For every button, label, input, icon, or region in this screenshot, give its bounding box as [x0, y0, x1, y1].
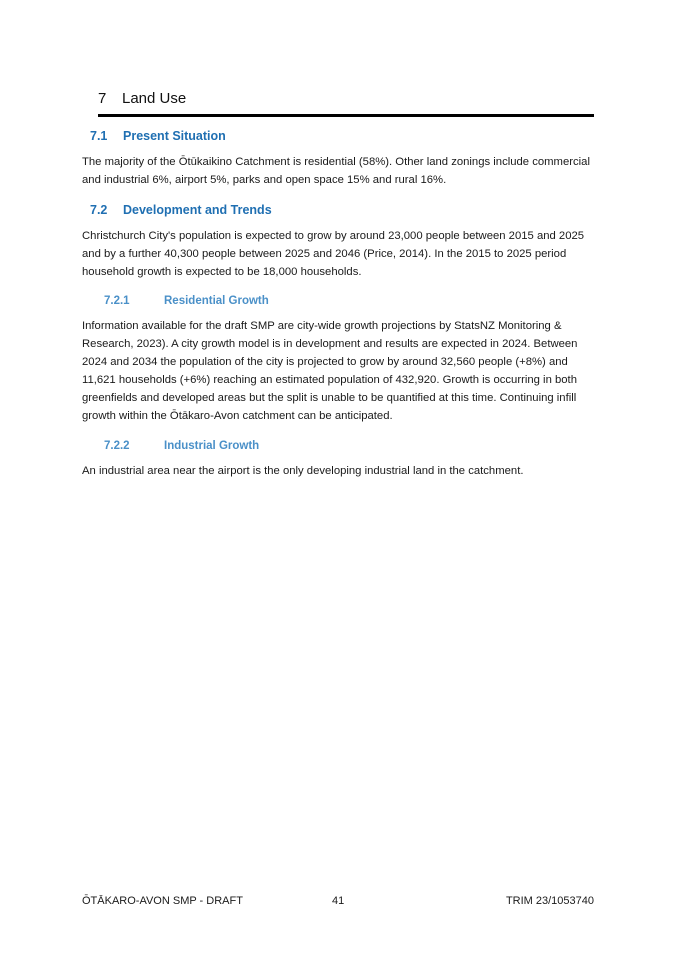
section-heading-present-situation [90, 127, 226, 145]
section-heading-development-trends [90, 201, 272, 219]
section-paragraph-present-situation: The majority of the Ōtūkaikino Catchment is residential (58%). Other land zonings include commercial and industrial 6%, airport 5%, parks and open space 15% and rural 16%. [82, 156, 590, 186]
subsection-paragraph-residential-growth: Information available for the draft SMP are city-wide growth projections by StatsNZ Monitoring & Research, 2023). A city growth model is in development and results are expected in 2024. Between 2024 and 2034 the population of the city is projected to grow by around 32,560 people (+8%) and 11,621 households (+6%) reaching an estimated population of 432,920. Growth is occurring in both greenfields and developed areas but the split is unable to be quantified at this time. Continuing infill growth within the Ōtākaro-Avon catchment can be anticipated. [82, 320, 578, 422]
subsection-heading-industrial-growth [104, 437, 259, 455]
chapter-heading [98, 88, 594, 117]
section-number: 7.1 [90, 129, 108, 143]
footer-trim-reference: TRIM 23/1053740 [505, 895, 594, 907]
subsection-paragraph-industrial-growth: An industrial area near the airport is the only developing industrial land in the catchment. [82, 465, 524, 477]
subsection-title: Industrial Growth [164, 440, 260, 452]
section-number: 7.2 [90, 203, 108, 217]
section-paragraph-development-trends: Christchurch City's population is expected to grow by around 23,000 people between 2015 and 2025 and by a further 40,300 people between 2025 and 2046 (Price, 2014). In the 2015 to 2025 period household growth is expected to be 18,000 households. [82, 230, 585, 278]
subsection-heading-residential-growth [104, 292, 269, 310]
chapter-number: 7 [98, 90, 107, 107]
subsection-number: 7.2.2 [104, 440, 130, 452]
chapter-title: Land Use [122, 90, 187, 107]
footer-document-title: ŌTĀKARO-AVON SMP - DRAFT [82, 895, 243, 907]
footer-page-number: 41 [332, 895, 345, 907]
subsection-number: 7.2.1 [104, 295, 130, 307]
subsection-title: Residential Growth [164, 295, 269, 307]
section-title: Development and Trends [123, 203, 272, 217]
section-title: Present Situation [123, 129, 226, 143]
